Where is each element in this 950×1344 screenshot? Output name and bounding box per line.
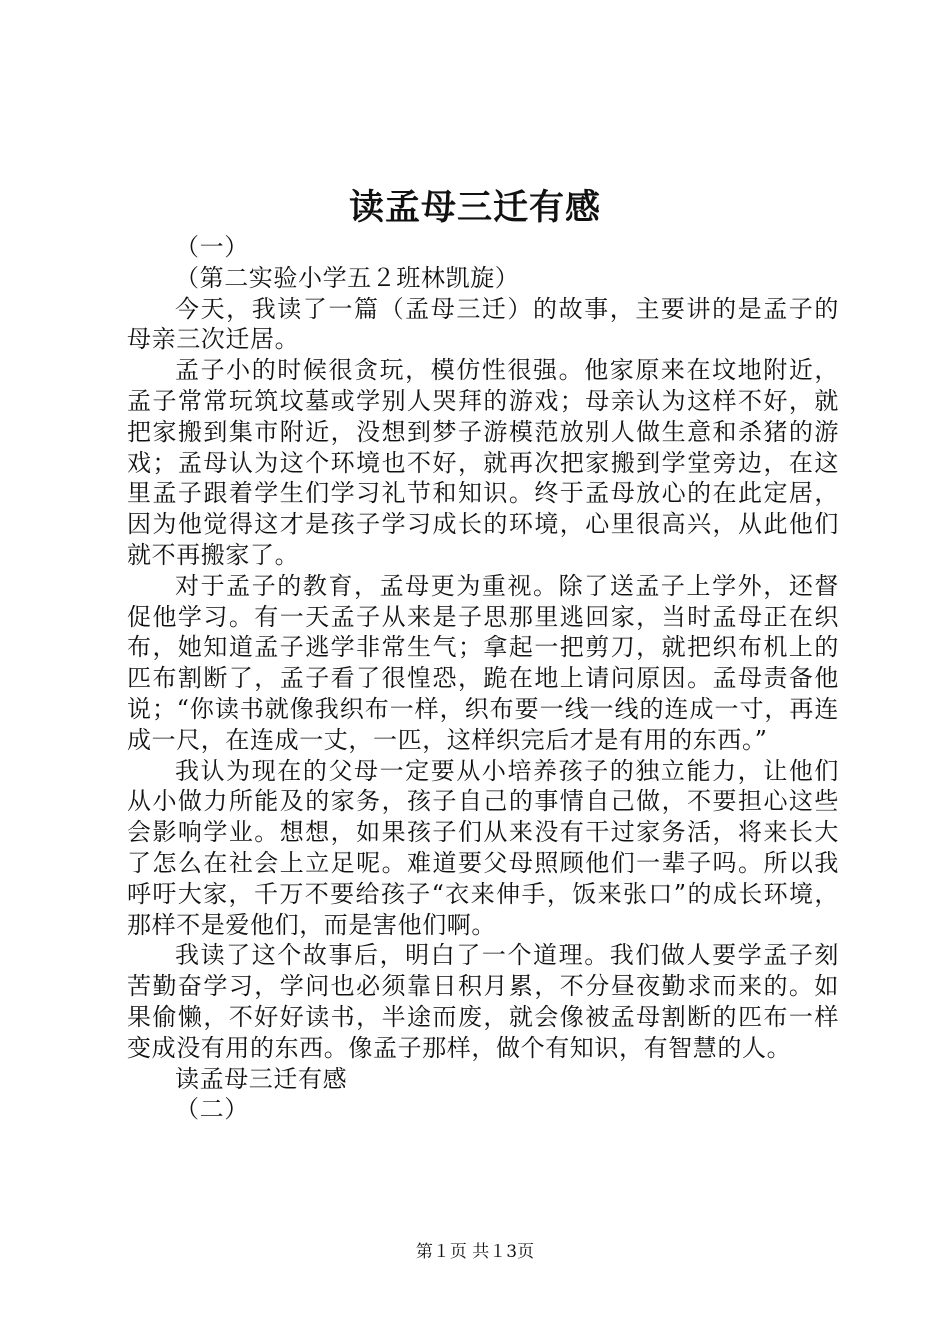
author-line: （第二实验小学五２班林凯旋）	[175, 263, 520, 292]
paragraph-conclusion: 我读了这个故事后，明白了一个道理。我们做人要学孟子刻苦勤奋学习，学问也必须靠日积月累，不分昼夜勤求而来的。如果偷懒，不好好读书，半途而废，就会像被孟母割断的匹布一样变成没有用的东西。像孟子那样，做个有知识，有智慧的人。	[127, 941, 839, 1062]
page-number: 第１页	[415, 1242, 467, 1262]
paragraph-education: 对于孟子的教育，孟母更为重视。除了送孟子上学外，还督促他学习。有一天孟子从来是子思那里逃回家，当时孟母正在织布，她知道孟子逃学非常生气；拿起一把剪刀，就把织布机上的匹布割断了，孟子看了很惶恐，跪在地上请问原因。孟母责备他说；“你读书就像我织布一样，织布要一线一线的连成一寸，再连成一尺，在连成一丈，一匹，这样织完后才是有用的东西。”	[127, 571, 839, 754]
document-body	[127, 232, 839, 1125]
section-number-2: （二）	[175, 1095, 249, 1124]
page-footer	[0, 1240, 950, 1264]
document-title: 读孟母三迁有感	[348, 187, 601, 228]
page-total: 共１3页	[472, 1242, 535, 1262]
subheading-repeat-title: 读孟母三迁有感	[175, 1064, 348, 1093]
section-number-1: （一）	[175, 233, 249, 261]
paragraph-opinion: 我认为现在的父母一定要从小培养孩子的独立能力，让他们从小做力所能及的家务，孩子自己的事情自己做，不要担心这些会影响学业。想想，如果孩子们从来没有干过家务活，将来长大了怎么在社会上立足呢。难道要父母照顾他们一辈子吗。所以我呼吁大家，千万不要给孩子“衣来伸手，饭来张口”的成长环境，那样不是爱他们，而是害他们啊。	[127, 756, 839, 939]
paragraph-intro: 今天，我读了一篇（孟母三迁）的故事，主要讲的是孟子的母亲三次迁居。	[127, 294, 839, 354]
paragraph-story: 孟子小的时候很贪玩，模仿性很强。他家原来在坟地附近，孟子常常玩筑坟墓或学别人哭拜的游戏；母亲认为这样不好，就把家搬到集市附近，没想到梦子游模范放别人做生意和杀猪的游戏；孟母认为这个环境也不好，就再次把家搬到学堂旁边，在这里孟子跟着学生们学习礼节和知识。终于孟母放心的在此定居，因为他觉得这才是孩子学习成长的环境，心里很高兴，从此他们就不再搬家了。	[127, 356, 839, 569]
